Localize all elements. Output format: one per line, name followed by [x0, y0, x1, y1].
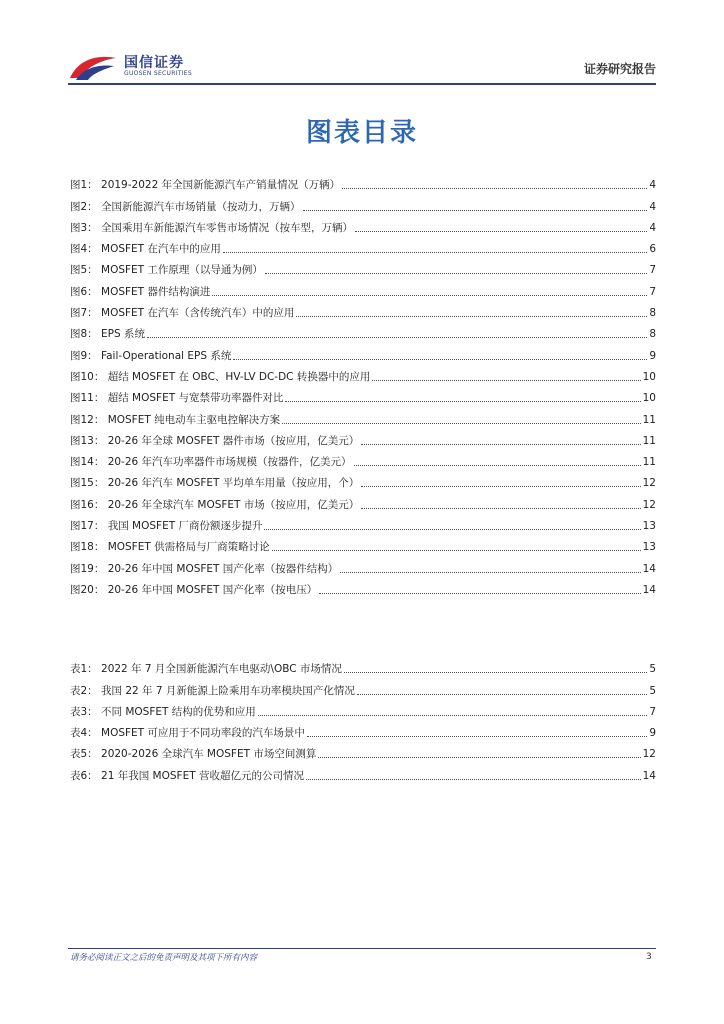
header-divider [68, 83, 656, 85]
guosen-logo [68, 50, 238, 84]
dot-leader [354, 465, 641, 466]
table-entry-label: 表4： MOSFET 可应用于不同功率段的汽车场景中 [70, 727, 305, 740]
table-entry[interactable] [70, 761, 656, 782]
figure-entry-label: 图4： MOSFET 在汽车中的应用 [70, 243, 221, 256]
report-type-label: 证券研究报告 [583, 62, 656, 76]
dot-leader [344, 672, 647, 673]
footer-divider [68, 948, 656, 949]
figure-entry-label: 图13： 20-26 年全球 MOSFET 器件市场（按应用，亿美元） [70, 434, 360, 447]
figure-entry-label: 图18： MOSFET 供需格局与厂商策略讨论 [70, 541, 270, 554]
figure-entry[interactable] [70, 576, 656, 597]
figure-entry[interactable] [70, 363, 656, 384]
dot-leader [361, 444, 640, 445]
figure-entry-page: 10 [642, 370, 656, 383]
figure-entry-page: 7 [649, 264, 656, 277]
footer-disclaimer: 请务必阅读正文之后的免责声明及其项下所有内容 [70, 953, 258, 963]
figure-entry-label: 图7： MOSFET 在汽车（含传统汽车）中的应用 [70, 307, 295, 320]
tables-list [70, 655, 656, 783]
figure-entry-page: 6 [649, 243, 656, 256]
table-entry-label: 表3： 不同 MOSFET 结构的优势和应用 [70, 705, 256, 718]
figure-entry[interactable] [70, 554, 656, 575]
dot-leader [361, 508, 640, 509]
figure-entry-label: 图1： 2019-2022 年全国新能源汽车产销量情况（万辆） [70, 179, 341, 192]
figure-entry-page: 13 [642, 520, 656, 533]
dot-leader [361, 486, 640, 487]
figure-entry-page: 8 [649, 328, 656, 341]
table-entry[interactable] [70, 698, 656, 719]
figure-entry[interactable] [70, 341, 656, 362]
figure-entry-label: 图15： 20-26 年汽车 MOSFET 平均单车用量（按应用，个） [70, 477, 360, 490]
table-entry-label: 表1： 2022 年 7 月全国新能源汽车电驱动\OBC 市场情况 [70, 663, 342, 676]
table-entry[interactable] [70, 740, 656, 761]
logo-english-name: GUOSEN SECURITIES [124, 70, 193, 77]
figure-entry-label: 图10： 超结 MOSFET 在 OBC、HV-LV DC-DC 转换器中的应用 [70, 370, 371, 383]
logo-chinese-name: 国信证券 [124, 55, 184, 71]
figure-entry[interactable] [70, 490, 656, 511]
figure-entry[interactable] [70, 512, 656, 533]
figure-entry-page: 13 [642, 541, 656, 554]
dot-leader [357, 694, 647, 695]
figure-entry-label: 图9： Fail-Operational EPS 系统 [70, 349, 232, 362]
table-entry-page: 14 [642, 769, 656, 782]
figure-entry-page: 4 [649, 200, 656, 213]
dot-leader [212, 295, 647, 296]
figure-entry-label: 图12： MOSFET 纯电动车主驱电控解决方案 [70, 413, 281, 426]
table-entry-page: 9 [649, 727, 656, 740]
page-header [68, 50, 656, 84]
figure-entry[interactable] [70, 214, 656, 235]
figure-entry[interactable] [70, 235, 656, 256]
guosen-logo-icon [68, 52, 118, 82]
figure-entry-page: 11 [642, 434, 656, 447]
figure-entry-page: 11 [642, 456, 656, 469]
dot-leader [306, 779, 641, 780]
figure-entry[interactable] [70, 427, 656, 448]
dot-leader [303, 210, 648, 211]
figure-entry[interactable] [70, 256, 656, 277]
table-entry-page: 12 [642, 748, 656, 761]
figure-entry[interactable] [70, 192, 656, 213]
table-entry[interactable] [70, 719, 656, 740]
figure-entry-label: 图16： 20-26 年全球汽车 MOSFET 市场（按应用，亿美元） [70, 498, 360, 511]
figure-entry[interactable] [70, 469, 656, 490]
dot-leader [258, 715, 648, 716]
dot-leader [318, 757, 640, 758]
table-entry-page: 5 [649, 663, 656, 676]
figure-entry-label: 图11： 超结 MOSFET 与宽禁带功率器件对比 [70, 392, 284, 405]
figure-entry-page: 7 [649, 285, 656, 298]
figure-entry[interactable] [70, 320, 656, 341]
dot-leader [372, 380, 640, 381]
figures-list [70, 171, 656, 597]
figure-entry[interactable] [70, 405, 656, 426]
dot-leader [342, 188, 647, 189]
figure-entry-page: 10 [642, 392, 656, 405]
dot-leader [282, 423, 641, 424]
figure-entry-label: 图5： MOSFET 工作原理（以导通为例） [70, 264, 263, 277]
dot-leader [296, 316, 647, 317]
figure-entry-label: 图14： 20-26 年汽车功率器件市场规模（按器件，亿美元） [70, 456, 352, 469]
figure-entry-page: 4 [649, 179, 656, 192]
dot-leader [355, 231, 647, 232]
figure-entry[interactable] [70, 448, 656, 469]
dot-leader [340, 572, 640, 573]
figure-entry-page: 11 [642, 413, 656, 426]
figure-entry-label: 图19： 20-26 年中国 MOSFET 国产化率（按器件结构） [70, 562, 339, 575]
table-entry[interactable] [70, 676, 656, 697]
figure-entry-label: 图2： 全国新能源汽车市场销量（按动力，万辆） [70, 200, 301, 213]
dot-leader [265, 273, 647, 274]
table-entry-label: 表2： 我国 22 年 7 月新能源上险乘用车功率模块国产化情况 [70, 684, 355, 697]
table-entry-page: 7 [649, 705, 656, 718]
figure-entry[interactable] [70, 171, 656, 192]
dot-leader [233, 359, 647, 360]
figure-entry-label: 图17： 我国 MOSFET 厂商份额逐步提升 [70, 520, 263, 533]
figure-entry-page: 12 [642, 477, 656, 490]
dot-leader [147, 337, 647, 338]
figure-entry-page: 12 [642, 498, 656, 511]
figure-entry[interactable] [70, 277, 656, 298]
dot-leader [319, 593, 640, 594]
figure-entry-page: 4 [649, 221, 656, 234]
figure-entry[interactable] [70, 533, 656, 554]
figure-entry-label: 图8： EPS 系统 [70, 328, 145, 341]
figure-entry-page: 9 [649, 349, 656, 362]
dot-leader [264, 529, 640, 530]
figure-entry-label: 图3： 全国乘用车新能源汽车零售市场情况（按车型，万辆） [70, 221, 354, 234]
figure-entry[interactable] [70, 299, 656, 320]
page-number: 3 [646, 952, 652, 962]
table-entry-label: 表6： 21 年我国 MOSFET 营收超亿元的公司情况 [70, 769, 304, 782]
table-entry[interactable] [70, 655, 656, 676]
dot-leader [307, 736, 647, 737]
figure-entry[interactable] [70, 384, 656, 405]
dot-leader [272, 550, 641, 551]
dot-leader [285, 401, 640, 402]
figure-entry-page: 8 [649, 307, 656, 320]
figure-entry-page: 14 [642, 562, 656, 575]
dot-leader [223, 252, 647, 253]
figure-entry-label: 图20： 20-26 年中国 MOSFET 国产化率（按电压） [70, 583, 318, 596]
figure-entry-label: 图6： MOSFET 器件结构演进 [70, 285, 211, 298]
table-entry-page: 5 [649, 684, 656, 697]
page-title: 图表目录 [305, 118, 418, 148]
figure-entry-page: 14 [642, 583, 656, 596]
table-entry-label: 表5： 2020-2026 全球汽车 MOSFET 市场空间测算 [70, 748, 317, 761]
